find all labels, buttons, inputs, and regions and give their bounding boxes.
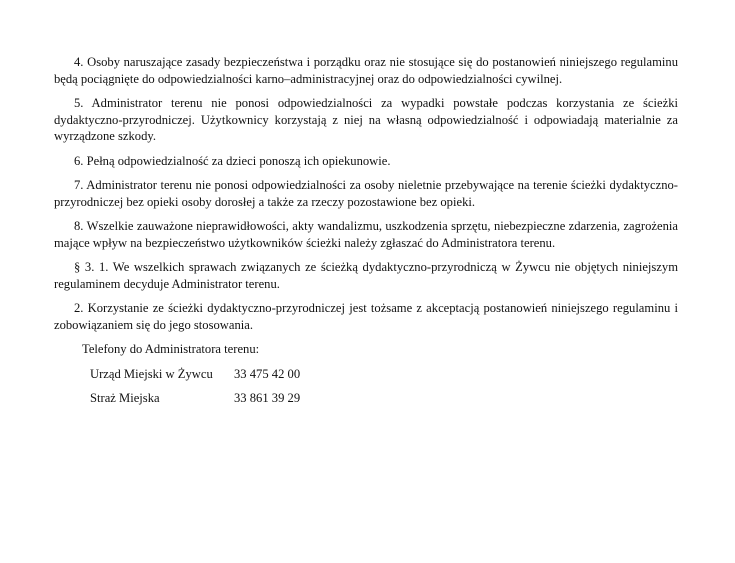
paragraph-6: 6. Pełną odpowiedzialność za dzieci ponoszą ich opiekunowie. bbox=[74, 153, 391, 168]
paragraph-8: 8. Wszelkie zauważone nieprawidłowości, akty wandalizmu, uszkodzenia sprzętu, niebezpieczne zdarzenia, zagrożenia mające wpływ na bezpieczeństwo użytkowników ścieżki należy zgłaszać do Administratora terenu. bbox=[54, 219, 678, 250]
phones-heading: Telefony do Administratora terenu: bbox=[82, 342, 260, 356]
phone-entry bbox=[90, 366, 678, 383]
phone-entry-number: 33 861 39 29 bbox=[234, 391, 301, 405]
paragraph-5: 5. Administrator terenu nie ponosi odpowiedzialności za wypadki powstałe podczas korzystania ze ścieżki dydaktyczno-przyrodniczej. Użytkownicy korzystają z niej na własną odpowiedzialność i odpowiadają materialnie za wyrządzone szkody. bbox=[54, 96, 678, 143]
section-3-paragraph-2: 2. Korzystanie ze ścieżki dydaktyczno-przyrodniczej jest tożsame z akceptacją postanowień niniejszego regulaminu i zobowiązaniem się do jego stosowania. bbox=[54, 301, 678, 332]
phone-entry-name: Straż Miejska bbox=[90, 391, 160, 405]
regulation-text bbox=[54, 54, 678, 415]
paragraph-7: 7. Administrator terenu nie ponosi odpowiedzialności za osoby nieletnie przebywające na terenie ścieżki dydaktyczno-przyrodniczej bez opieki osoby dorosłej a także za rzeczy pozostawione bez opieki. bbox=[54, 178, 678, 209]
phone-entry-number: 33 475 42 00 bbox=[234, 366, 301, 381]
section-3-paragraph-1: § 3. 1. We wszelkich sprawach związanych ze ścieżką dydaktyczno-przyrodniczą w Żywcu nie objętych niniejszym regulaminem decyduje Administrator terenu. bbox=[54, 260, 678, 291]
phone-entry-name: Urząd Miejski w Żywcu bbox=[90, 366, 213, 381]
phone-entry bbox=[90, 390, 678, 407]
paragraph-4: 4. Osoby naruszające zasady bezpieczeństwa i porządku oraz nie stosujące się do postanowień niniejszego regulaminu będą pociągnięte do odpowiedzialności karno–administracyjnej oraz do odpowiedzialności cywilnej. bbox=[54, 55, 678, 86]
